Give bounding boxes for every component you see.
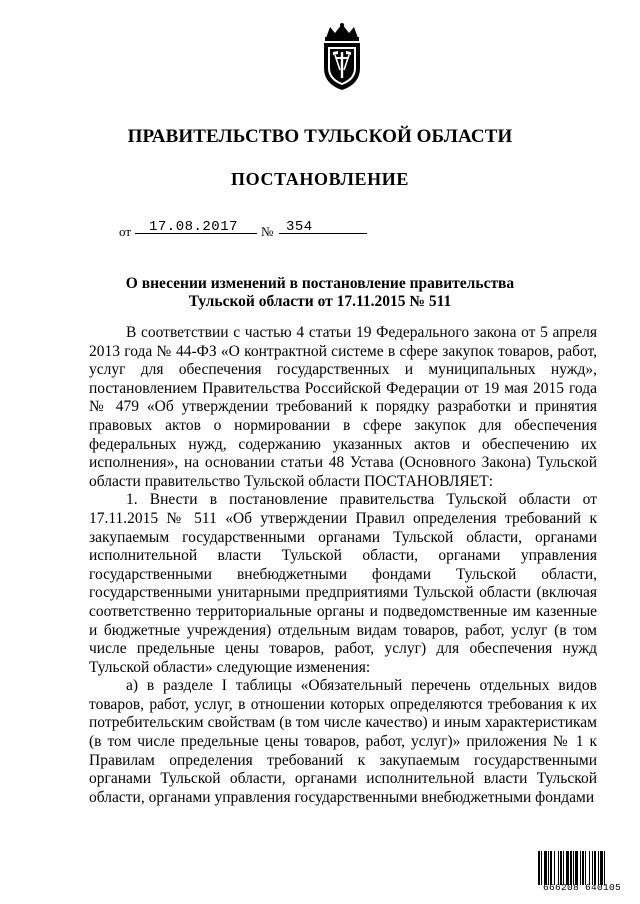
document-title-line-1: О внесении изменений в постановление правительства xyxy=(125,275,515,292)
organization-name: ПРАВИТЕЛЬСТВО ТУЛЬСКОЙ ОБЛАСТИ xyxy=(127,126,513,147)
document-dateline xyxy=(119,219,379,239)
paragraph-preamble: В соответствии с частью 4 статьи 19 Федерального закона от 5 апреля 2013 года № 44-ФЗ «О контрактной системе в сфере закупок товаров, работ, услуг для обеспечения государственных и муниципальных нужд», постановлением Правительства Российской Федерации от 19 мая 2015 года № 479 «Об утверждении требований к порядку разработки и принятия правовых актов о нормировании в сфере закупок для обеспечения федеральных нужд, содержанию указанных актов и обеспечению их исполнения», на основании статьи 48 Устава (Основного Закона) Тульской области правительство Тульской области ПОСТАНОВЛЯЕТ: xyxy=(89,324,597,490)
tula-region-coat-of-arms-icon xyxy=(316,22,368,92)
document-number: 354 xyxy=(286,219,313,235)
barcode-number: 666208 640105 xyxy=(542,882,621,893)
document-body xyxy=(89,324,597,807)
document-date: 17.08.2017 xyxy=(149,219,239,235)
paragraph-subitem-a: а) в разделе I таблицы «Обязательный перечень отдельных видов товаров, работ, услуг, в отношении которых определяются требования к их потребительским свойствам (в том числе качество) и иным характеристикам (в том числе предельные цены товаров, работ, услуг)» приложения № 1 к Правилам определения требований к закупаемым государственными органами Тульской области, органами исполнительной власти Тульской области, органами управления государственными внебюджетными фондами xyxy=(89,677,597,806)
document-type: ПОСТАНОВЛЕНИЕ xyxy=(231,169,409,189)
document-title-line-2: Тульской области от 17.11.2015 № 511 xyxy=(188,293,452,310)
date-prefix: от xyxy=(119,224,132,239)
number-prefix: № xyxy=(261,224,274,239)
document-title xyxy=(0,275,640,311)
paragraph-item-1: 1. Внести в постановление правительства Тульской области от 17.11.2015 № 511 «Об утверждении Правил определения требований к закупаемым государственными органами Тульской области, органами исполнительной власти Тульской области, органами управления государственными внебюджетными фондами Тульской области, государственными унитарными предприятиями Тульской области (включая соответственно территориальные органы и подведомственные им казенные и бюджетные учреждения) отдельным видам товаров, работ, услуг (в том числе предельные цены товаров, работ, услуг) для обеспечения нужд Тульской области» следующие изменения: xyxy=(89,491,597,676)
barcode-icon xyxy=(538,851,626,885)
